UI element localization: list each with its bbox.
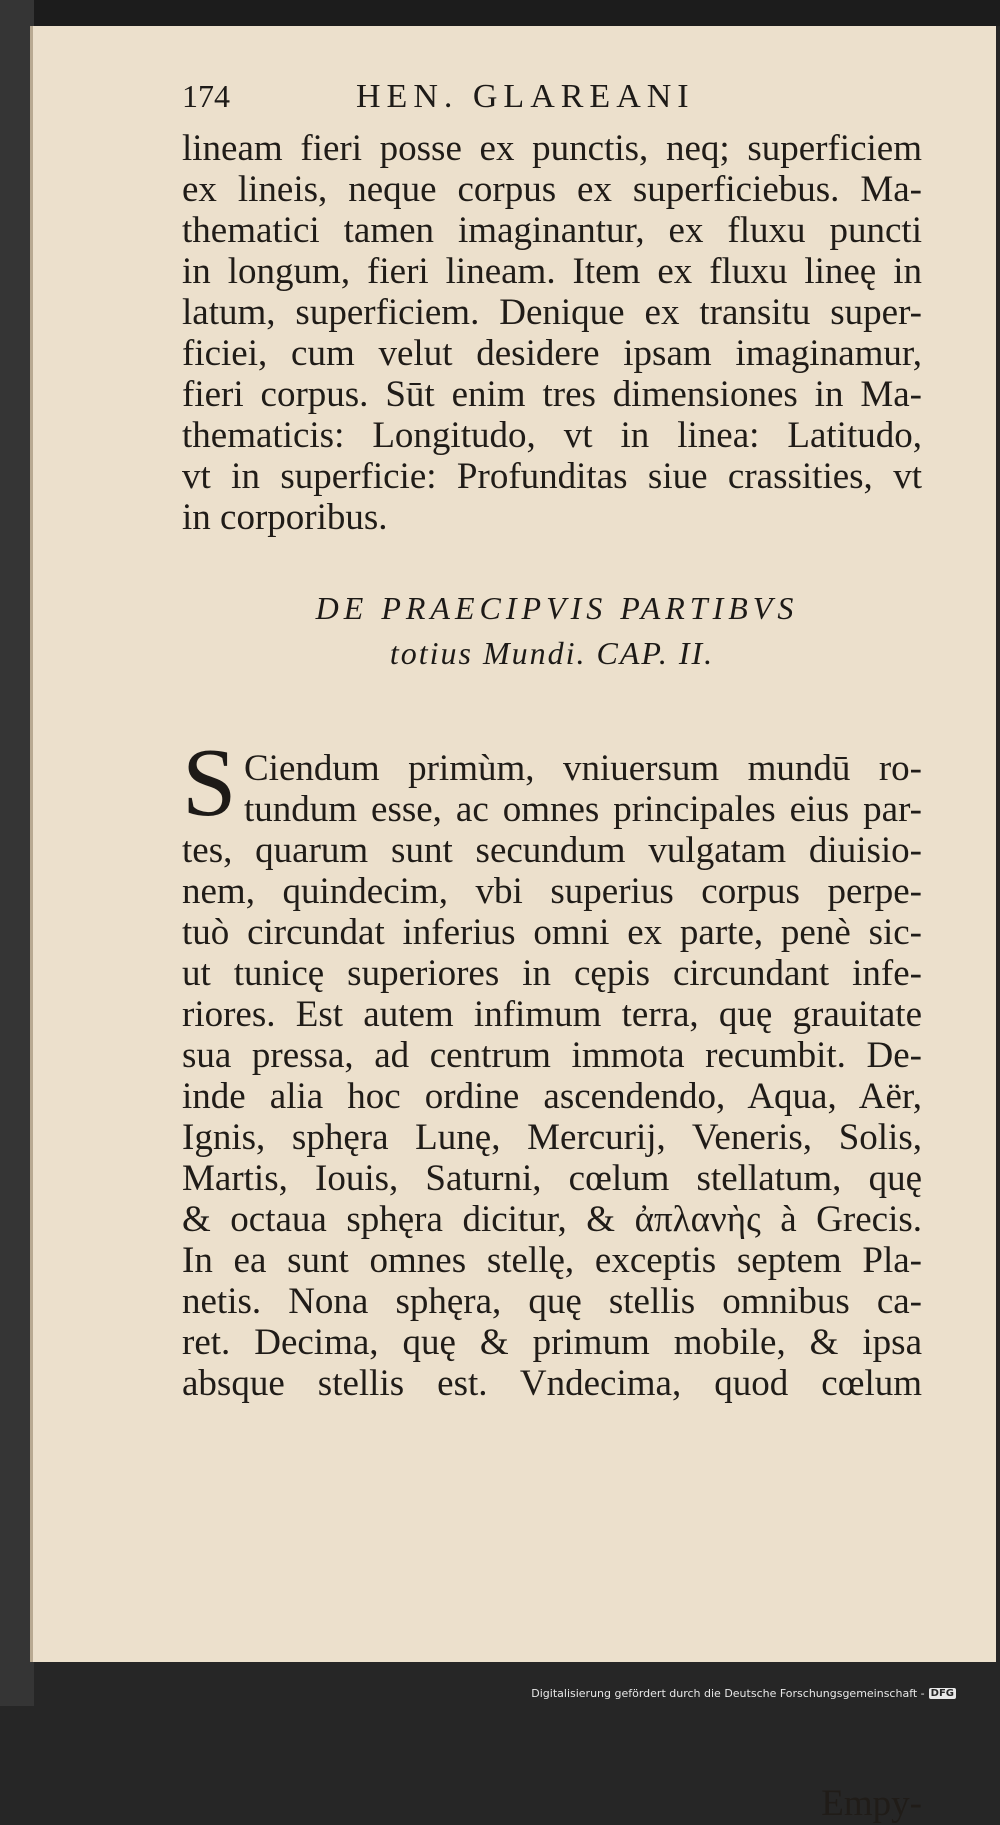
text-line: latum, superficiem. Denique ex transitu super-: [182, 292, 922, 333]
text-line: vt in superficie: Profunditas siue crassities, vt: [182, 456, 922, 497]
text-line: ficiei, cum velut desidere ipsam imaginamur,: [182, 333, 922, 374]
text-line: lineam fieri posse ex punctis, neq; superficiem: [182, 128, 922, 169]
chapter-heading-line-1: DE PRAECIPVIS PARTIBVS: [315, 590, 799, 626]
text-line: nem, quindecim, vbi superius corpus perpe-: [182, 871, 922, 912]
text-line: ex lineis, neque corpus ex superficiebus. Ma-: [182, 169, 922, 210]
page-number: 174: [182, 78, 230, 114]
text-line: tuò circundat inferius omni ex parte, penè sic-: [182, 912, 922, 953]
text-line: inde alia hoc ordine ascendendo, Aqua, Aër,: [182, 1076, 922, 1117]
text-line: Ciendum primùm, vniuersum mundū ro-: [244, 748, 922, 789]
text-line: sua pressa, ad centrum immota recumbit. De-: [182, 1035, 922, 1076]
text-line: tundum esse, ac omnes principales eius par-: [244, 789, 922, 830]
funding-credit: Digitalisierung gefördert durch die Deutsche Forschungsgemeinschaft -: [531, 1687, 925, 1700]
scan-background-left: [0, 0, 34, 1706]
catchword: Empy-: [821, 1783, 922, 1824]
text-line: Ignis, sphęra Lunę, Mercurij, Veneris, Solis,: [182, 1117, 922, 1158]
text-line: ut tunicę superiores in cępis circundant infe-: [182, 953, 922, 994]
text-line: riores. Est autem infimum terra, quę grauitate: [182, 994, 922, 1035]
chapter-heading-line-2: totius Mundi. CAP. II.: [389, 635, 715, 671]
text-line: & octaua sphęra dicitur, & ἀπλανὴς à Grecis.: [182, 1199, 922, 1240]
dfg-logo: DFG: [930, 1688, 954, 1699]
text-line: ret. Decima, quę & primum mobile, & ipsa: [182, 1322, 922, 1363]
text-line: netis. Nona sphęra, quę stellis omnibus ca-: [182, 1281, 922, 1322]
running-title: HEN. GLAREANI: [356, 78, 695, 115]
chapter-heading: [182, 588, 922, 674]
text-line: fieri corpus. Sūt enim tres dimensiones in Ma-: [182, 374, 922, 415]
running-header: [182, 50, 942, 115]
drop-initial: S: [182, 729, 237, 837]
text-line: in longum, fieri lineam. Item ex fluxu lineę in: [182, 251, 922, 292]
text-line: thematici tamen imaginantur, ex fluxu puncti: [182, 210, 922, 251]
text-line: In ea sunt omnes stellę, exceptis septem Pla-: [182, 1240, 922, 1281]
paragraph-1: [182, 128, 922, 538]
paragraph-2: [182, 748, 922, 1404]
text-line: Martis, Iouis, Saturni, cœlum stellatum, quę: [182, 1158, 922, 1199]
text-line: tes, quarum sunt secundum vulgatam diuisio-: [182, 830, 922, 871]
text-line: thematicis: Longitudo, vt in linea: Latitudo,: [182, 415, 922, 456]
text-line: absque stellis est. Vndecima, quod cœlum: [182, 1363, 922, 1404]
text-line: in corporibus.: [182, 497, 388, 538]
scan-background-top: [0, 0, 1000, 26]
digitization-footer: [531, 1687, 956, 1700]
